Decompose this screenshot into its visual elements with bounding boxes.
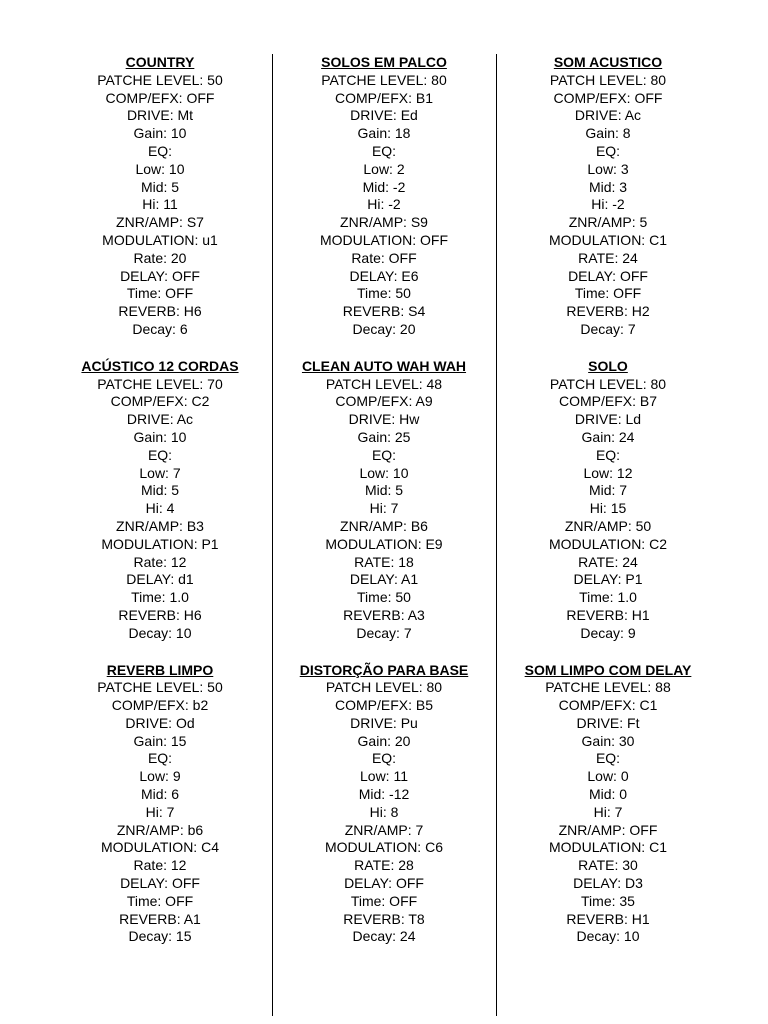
preset-parameter: REVERB: A1 [119, 910, 201, 927]
preset-parameter: PATCH LEVEL: 80 [549, 375, 667, 392]
preset-parameter: Hi: -2 [367, 196, 401, 213]
preset-parameter: Gain: 10 [133, 428, 187, 445]
preset-parameter: DELAY: D3 [573, 875, 643, 892]
preset-title: COUNTRY [125, 54, 195, 70]
preset-parameter: Gain: 15 [133, 732, 187, 749]
preset-parameter: Gain: 30 [581, 732, 635, 749]
preset-parameter: MODULATION: C1 [549, 231, 667, 248]
preset-parameter: Low: 10 [135, 160, 185, 177]
preset-parameter: Time: 1.0 [131, 589, 189, 606]
preset-parameter: Decay: 9 [580, 624, 636, 641]
preset-parameter: EQ: [595, 142, 621, 159]
preset-parameter: DELAY: OFF [120, 875, 200, 892]
preset-parameter: Mid: 0 [588, 786, 628, 803]
preset-parameter: Rate: OFF [351, 249, 417, 266]
preset-parameter: Low: 3 [587, 160, 629, 177]
preset-parameter: PATCH LEVEL: 80 [549, 71, 667, 88]
preset-parameter: Mid: 5 [140, 482, 180, 499]
preset-parameter: ZNR/AMP: S7 [116, 214, 204, 231]
preset-parameter: COMP/EFX: B1 [334, 89, 434, 106]
preset-parameter: COMP/EFX: b2 [111, 697, 209, 714]
patch-preset [284, 54, 484, 339]
preset-parameter: RATE: 18 [354, 553, 414, 570]
preset-parameter: Mid: 6 [140, 786, 180, 803]
preset-parameter: PATCH LEVEL: 80 [325, 679, 443, 696]
preset-parameter: Hi: 8 [369, 803, 399, 820]
preset-title: DISTORÇÃO PARA BASE [299, 661, 469, 678]
preset-parameter: DELAY: d1 [126, 571, 194, 588]
preset-parameter: DRIVE: Ed [350, 107, 418, 124]
preset-parameter: MODULATION: C4 [101, 839, 219, 856]
preset-parameter: MODULATION: E9 [325, 535, 443, 552]
preset-parameter: Gain: 10 [133, 125, 187, 142]
preset-parameter: COMP/EFX: B7 [558, 393, 658, 410]
patch-preset [508, 662, 708, 947]
preset-parameter: Low: 12 [583, 464, 633, 481]
preset-parameter: EQ: [371, 750, 397, 767]
preset-parameter: Decay: 10 [576, 928, 640, 945]
preset-parameter: DRIVE: Ac [574, 107, 642, 124]
preset-parameter: Hi: 7 [593, 803, 623, 820]
patch-preset [284, 662, 484, 947]
preset-parameter: PATCHE LEVEL: 50 [97, 71, 223, 88]
preset-parameter: ZNR/AMP: B3 [116, 517, 204, 534]
preset-parameter: DRIVE: Od [125, 714, 195, 731]
preset-parameter: COMP/EFX: B5 [334, 697, 434, 714]
preset-parameter: COMP/EFX: A9 [335, 393, 433, 410]
preset-parameter: Gain: 24 [581, 428, 635, 445]
preset-parameter: DRIVE: Pu [350, 714, 418, 731]
preset-parameter: MODULATION: u1 [102, 231, 218, 248]
preset-parameter: RATE: 24 [578, 553, 638, 570]
preset-parameter: EQ: [147, 142, 173, 159]
preset-title: SOLOS EM PALCO [321, 54, 447, 70]
column-divider [496, 54, 497, 1016]
preset-parameter: DRIVE: Ft [576, 714, 640, 731]
preset-parameter: Mid: -12 [358, 786, 410, 803]
preset-parameter: Mid: 5 [364, 482, 404, 499]
preset-title: SOM ACUSTICO [553, 54, 663, 70]
preset-parameter: Mid: 3 [588, 178, 628, 195]
preset-parameter: Low: 10 [359, 464, 409, 481]
preset-parameter: Decay: 20 [352, 320, 416, 337]
preset-parameter: Hi: 4 [145, 500, 175, 517]
preset-parameter: Hi: 11 [142, 196, 178, 213]
preset-parameter: DELAY: OFF [568, 267, 648, 284]
preset-parameter: ZNR/AMP: OFF [558, 821, 658, 838]
preset-parameter: MODULATION: C1 [549, 839, 667, 856]
preset-parameter: Hi: 7 [369, 500, 399, 517]
patch-preset [284, 358, 484, 643]
preset-parameter: Decay: 10 [128, 624, 192, 641]
preset-parameter: REVERB: H1 [566, 910, 650, 927]
patch-preset [508, 358, 708, 643]
preset-parameter: REVERB: A3 [343, 606, 425, 623]
preset-parameter: REVERB: H2 [566, 303, 650, 320]
preset-parameter: Time: OFF [350, 892, 418, 909]
patch-preset [60, 54, 260, 339]
preset-parameter: COMP/EFX: C2 [110, 393, 210, 410]
preset-parameter: EQ: [371, 142, 397, 159]
preset-parameter: Hi: 15 [589, 500, 627, 517]
preset-parameter: DELAY: E6 [349, 267, 419, 284]
preset-parameter: PATCH LEVEL: 48 [325, 375, 443, 392]
preset-parameter: Hi: -2 [591, 196, 625, 213]
preset-parameter: ZNR/AMP: b6 [116, 821, 204, 838]
preset-parameter: DRIVE: Ld [574, 411, 642, 428]
preset-parameter: Decay: 6 [132, 320, 188, 337]
preset-parameter: REVERB: S4 [342, 303, 426, 320]
preset-parameter: DELAY: OFF [344, 875, 424, 892]
preset-parameter: Decay: 24 [352, 928, 416, 945]
preset-parameter: ZNR/AMP: 50 [564, 517, 652, 534]
preset-parameter: REVERB: H1 [566, 606, 650, 623]
preset-parameter: COMP/EFX: OFF [553, 89, 663, 106]
preset-parameter: Rate: 12 [133, 857, 187, 874]
patch-preset [60, 358, 260, 643]
patch-preset [508, 54, 708, 339]
preset-parameter: DELAY: P1 [573, 571, 643, 588]
preset-parameter: Decay: 7 [356, 624, 412, 641]
preset-parameter: Mid: 7 [588, 482, 628, 499]
preset-parameter: DRIVE: Ac [126, 411, 194, 428]
preset-parameter: DELAY: OFF [120, 267, 200, 284]
preset-parameter: RATE: 28 [354, 857, 414, 874]
preset-parameter: MODULATION: C2 [549, 535, 667, 552]
preset-parameter: Time: OFF [126, 285, 194, 302]
preset-parameter: EQ: [595, 446, 621, 463]
preset-parameter: Mid: 5 [140, 178, 180, 195]
preset-parameter: REVERB: H6 [118, 303, 202, 320]
preset-parameter: Low: 2 [363, 160, 405, 177]
preset-parameter: Gain: 25 [357, 428, 411, 445]
preset-parameter: MODULATION: C6 [325, 839, 443, 856]
preset-parameter: COMP/EFX: C1 [558, 697, 658, 714]
preset-parameter: EQ: [147, 750, 173, 767]
preset-parameter: Time: 50 [357, 285, 411, 302]
preset-parameter: ZNR/AMP: 5 [568, 214, 648, 231]
preset-parameter: Gain: 8 [585, 125, 631, 142]
preset-parameter: Time: 50 [357, 589, 411, 606]
preset-parameter: Decay: 7 [580, 320, 636, 337]
preset-parameter: Gain: 18 [357, 125, 411, 142]
preset-parameter: Low: 11 [360, 768, 408, 785]
preset-parameter: PATCHE LEVEL: 88 [545, 679, 671, 696]
preset-parameter: REVERB: H6 [118, 606, 202, 623]
preset-parameter: COMP/EFX: OFF [105, 89, 215, 106]
preset-parameter: DRIVE: Mt [126, 107, 194, 124]
preset-parameter: Hi: 7 [145, 803, 175, 820]
preset-parameter: DELAY: A1 [349, 571, 419, 588]
preset-parameter: EQ: [371, 446, 397, 463]
preset-title: SOM LIMPO COM DELAY [524, 661, 692, 678]
preset-parameter: MODULATION: P1 [101, 535, 219, 552]
preset-parameter: Time: OFF [574, 285, 642, 302]
patch-column-1 [60, 54, 260, 965]
preset-parameter: Low: 0 [587, 768, 629, 785]
preset-parameter: Rate: 12 [133, 553, 187, 570]
preset-parameter: Low: 7 [139, 464, 181, 481]
preset-parameter: PATCHE LEVEL: 70 [97, 375, 223, 392]
preset-parameter: RATE: 30 [578, 857, 638, 874]
preset-title: SOLO [588, 357, 628, 374]
preset-parameter: RATE: 24 [578, 249, 638, 266]
preset-parameter: MODULATION: OFF [319, 231, 449, 248]
preset-title: REVERB LIMPO [106, 661, 214, 678]
preset-parameter: ZNR/AMP: S9 [340, 214, 428, 231]
preset-parameter: Rate: 20 [133, 249, 187, 266]
preset-parameter: DRIVE: Hw [348, 411, 420, 428]
patch-column-3 [508, 54, 708, 965]
preset-parameter: EQ: [595, 750, 621, 767]
preset-parameter: Time: 35 [581, 892, 635, 909]
preset-parameter: Time: OFF [126, 892, 194, 909]
preset-title: ACÚSTICO 12 CORDAS [81, 357, 239, 374]
preset-parameter: ZNR/AMP: 7 [344, 821, 424, 838]
preset-parameter: Decay: 15 [128, 928, 192, 945]
preset-parameter: EQ: [147, 446, 173, 463]
preset-parameter: PATCHE LEVEL: 80 [321, 71, 447, 88]
preset-parameter: Time: 1.0 [579, 589, 637, 606]
preset-title: CLEAN AUTO WAH WAH [301, 357, 467, 374]
preset-parameter: REVERB: T8 [343, 910, 425, 927]
patch-column-2 [284, 54, 484, 965]
preset-parameter: Low: 9 [139, 768, 181, 785]
column-divider [272, 54, 273, 1016]
patch-preset [60, 662, 260, 947]
preset-parameter: ZNR/AMP: B6 [340, 517, 428, 534]
preset-parameter: Mid: -2 [362, 178, 406, 195]
preset-parameter: Gain: 20 [357, 732, 411, 749]
preset-parameter: PATCHE LEVEL: 50 [97, 679, 223, 696]
